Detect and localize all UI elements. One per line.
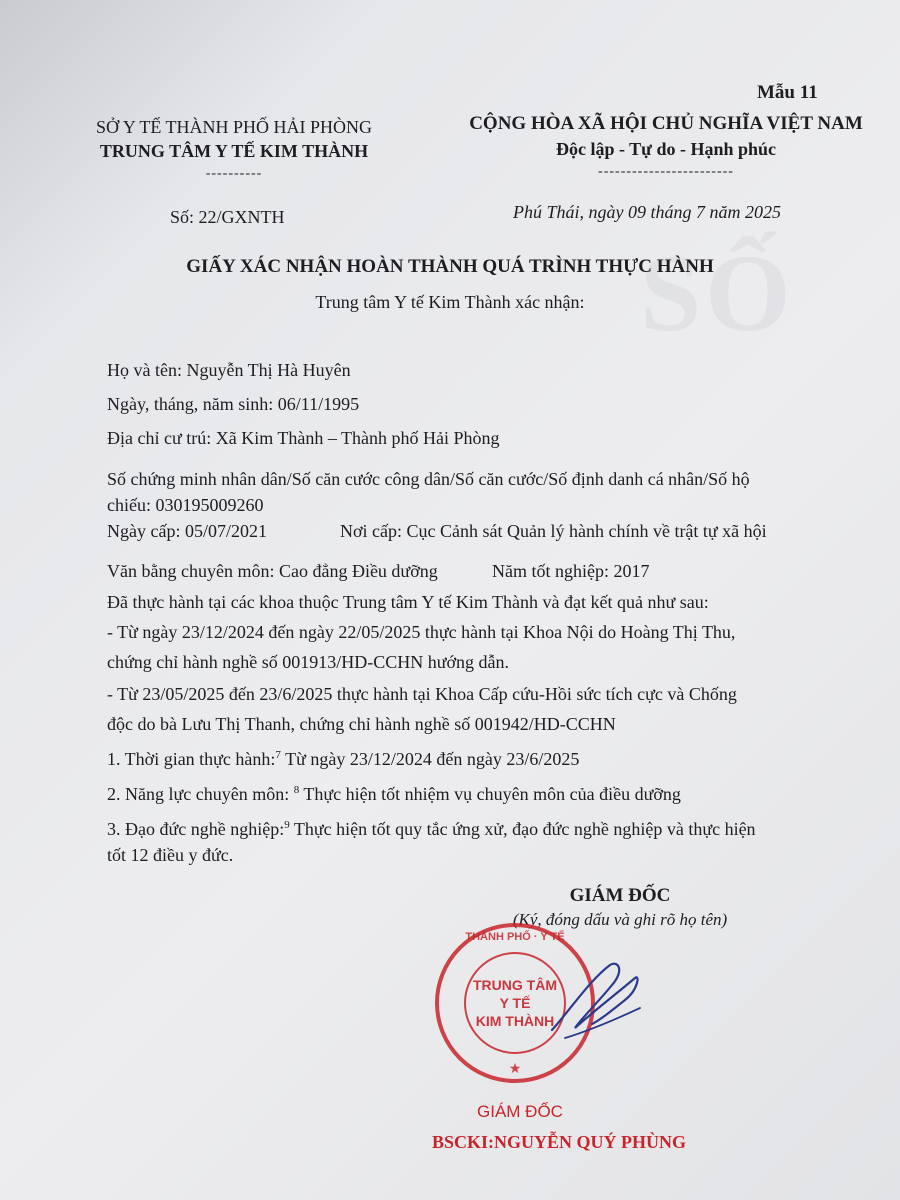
svg-text:KIM THÀNH: KIM THÀNH: [475, 1013, 555, 1029]
line-date-of-birth: Ngày, tháng, năm sinh: 06/11/1995: [107, 394, 360, 414]
line-item-3: 3. Đạo đức nghề nghiệp:$^9$ Thực hiện tốt quy tắc ứng xử, đạo đức nghề nghiệp và thực hiện: [107, 819, 756, 839]
line-item-1: 1. Thời gian thực hành:$^7$ Từ ngày 23/12/2024 đến ngày 23/6/2025: [107, 749, 580, 769]
line-full-name: Họ và tên: Nguyễn Thị Hà Huyên: [107, 360, 351, 380]
line-practice-1b: chứng chỉ hành nghề số 001913/HD-CCHN hướng dẫn.: [107, 652, 509, 672]
document-title: GIẤY XÁC NHẬN HOÀN THÀNH QUÁ TRÌNH THỰC HÀNH: [186, 256, 714, 277]
header-right-motto: Độc lập - Tự do - Hạnh phúc: [555, 139, 777, 159]
svg-text:TRUNG TÂM: TRUNG TÂM: [473, 977, 557, 993]
svg-text:THÀNH PHỐ · Y TẾ: THÀNH PHỐ · Y TẾ: [465, 931, 565, 943]
watermark-decoration: SỐ: [640, 232, 795, 354]
line-practice-1a: - Từ ngày 23/12/2024 đến ngày 22/05/2025 thực hành tại Khoa Nội do Hoàng Thị Thu,: [107, 622, 736, 642]
line-id-number: chiếu: 030195009260: [107, 495, 264, 515]
document-number: Số: 22/GXNTH: [170, 207, 285, 227]
document-subtitle: Trung tâm Y tế Kim Thành xác nhận:: [315, 292, 585, 312]
line-practice-2a: - Từ 23/05/2025 đến 23/6/2025 thực hành tại Khoa Cấp cứu-Hồi sức tích cực và Chống: [107, 684, 737, 704]
line-item-3b: tốt 12 điều y đức.: [107, 845, 234, 865]
line-practice-2b: độc do bà Lưu Thị Thanh, chứng chỉ hành nghề số 001942/HD-CCHN: [107, 714, 616, 734]
handwritten-signature: [540, 950, 650, 1045]
header-left-divider: ----------: [205, 166, 263, 181]
line-practiced-intro: Đã thực hành tại các khoa thuộc Trung tâm Y tế Kim Thành và đạt kết quả như sau:: [107, 592, 709, 612]
svg-text:Y TẾ: Y TẾ: [499, 995, 531, 1011]
place-date: Phú Thái, ngày 09 tháng 7 năm 2025: [513, 202, 781, 222]
signature-title: GIÁM ĐỐC: [569, 885, 671, 906]
header-right-divider: ------------------------: [598, 164, 734, 179]
header-left-organization: TRUNG TÂM Y TẾ KIM THÀNH: [99, 141, 369, 161]
line-issue-place: Nơi cấp: Cục Cảnh sát Quản lý hành chính về trật tự xã hội: [340, 521, 767, 541]
svg-text:★: ★: [508, 1062, 522, 1077]
line-address: Địa chỉ cư trú: Xã Kim Thành – Thành phố Hải Phòng: [107, 428, 500, 448]
header-right-country: CỘNG HÒA XÃ HỘI CHỦ NGHĨA VIỆT NAM: [469, 113, 863, 134]
signature-note: (Ký, đóng dấu và ghi rõ họ tên): [512, 910, 728, 929]
header-left-authority: SỞ Y TẾ THÀNH PHỐ HẢI PHÒNG: [95, 117, 372, 137]
line-issue-date: Ngày cấp: 05/07/2021: [107, 521, 267, 541]
line-degree: Văn bằng chuyên môn: Cao đẳng Điều dưỡng: [107, 561, 438, 581]
stamp-position: GIÁM ĐỐC: [477, 1102, 563, 1121]
stamp-name: BSCKI:NGUYỄN QUÝ PHÙNG: [432, 1132, 687, 1152]
line-graduation-year: Năm tốt nghiệp: 2017: [492, 561, 650, 581]
line-item-2: 2. Năng lực chuyên môn: $^8$ Thực hiện tốt nhiệm vụ chuyên môn của điều dưỡng: [107, 784, 681, 804]
line-id-label: Số chứng minh nhân dân/Số căn cước công dân/Số căn cước/Số định danh cá nhân/Số hộ: [107, 469, 750, 489]
form-number: Mẫu 11: [757, 82, 818, 103]
